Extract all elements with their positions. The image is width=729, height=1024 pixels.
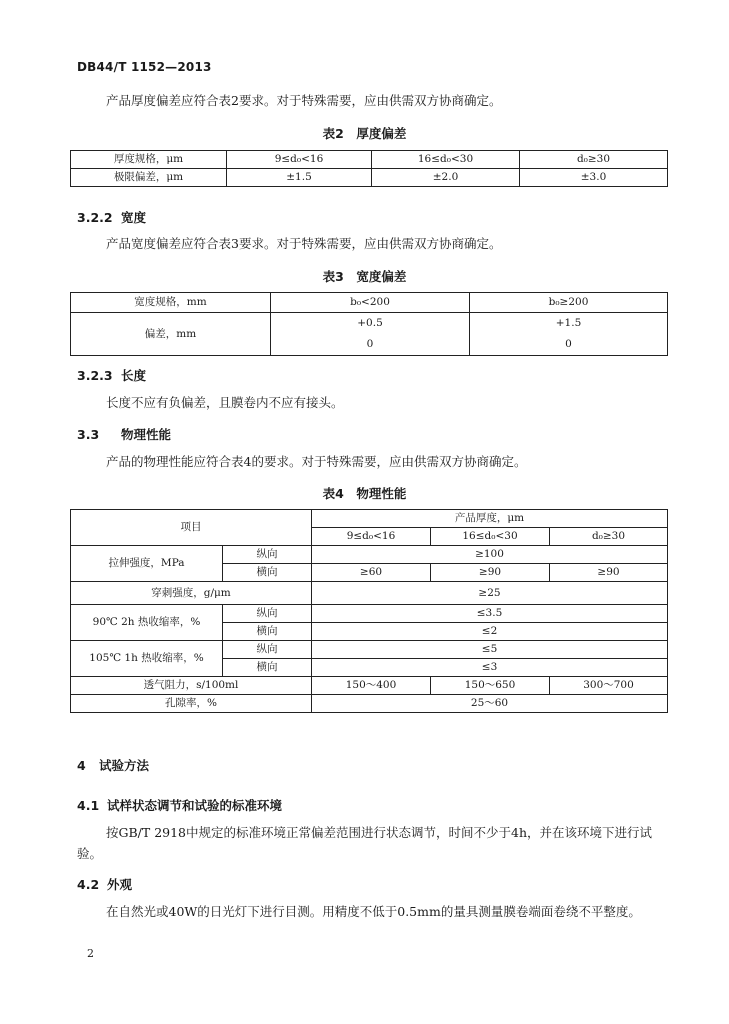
table-cell: 300～700 — [550, 677, 668, 695]
table-cell: 宽度规格，mm — [71, 293, 271, 313]
width-deviation-table — [70, 292, 668, 356]
table-cell: ≥90 — [431, 564, 550, 582]
heading-3-3 — [77, 425, 171, 443]
table-row — [71, 582, 668, 605]
table-cell — [271, 313, 470, 356]
table-cell: b₀<200 — [271, 293, 470, 313]
table-row — [71, 313, 668, 356]
table-cell: 9≤d₀<16 — [227, 151, 372, 169]
physical-intro-text: 产品的物理性能应符合表4的要求。对于特殊需要，应由供需双方协商确定。 — [106, 454, 527, 469]
table-row — [71, 151, 668, 169]
table-cell: ±1.5 — [227, 169, 372, 187]
table-cell: ≤3 — [312, 659, 668, 677]
table-row — [71, 605, 668, 623]
table3-caption: 表3 宽度偏差 — [322, 269, 407, 284]
lower-deviation: 0 — [565, 338, 572, 350]
table-cell: 纵向 — [223, 605, 312, 623]
heading-3-2-3 — [77, 366, 146, 384]
table-cell: 16≤d₀<30 — [431, 528, 550, 546]
table-cell: 穿刺强度，g/μm — [71, 582, 312, 605]
table-cell: 拉伸强度，MPa — [71, 546, 223, 582]
section-number: 4.1 — [77, 798, 100, 813]
section-number: 3.2.2 — [77, 210, 113, 225]
length-text: 长度不应有负偏差，且膜卷内不应有接头。 — [106, 395, 344, 410]
section-title: 物理性能 — [121, 427, 172, 442]
table-cell: 105℃ 1h 热收缩率，% — [71, 641, 223, 677]
section-title: 试样状态调节和试验的标准环境 — [107, 798, 283, 813]
table-cell: ≤5 — [312, 641, 668, 659]
table-cell — [470, 313, 668, 356]
table-cell: 9≤d₀<16 — [312, 528, 431, 546]
table-cell: 透气阻力，s/100ml — [71, 677, 312, 695]
table-cell: 厚度规格，μm — [71, 151, 227, 169]
thickness-intro-text: 产品厚度偏差应符合表2要求。对于特殊需要，应由供需双方协商确定。 — [106, 93, 502, 108]
table-row — [71, 510, 668, 528]
section-title: 外观 — [107, 877, 133, 892]
table-cell: 横向 — [223, 564, 312, 582]
section-title: 试验方法 — [99, 758, 150, 773]
upper-deviation: +0.5 — [357, 317, 383, 329]
table4-caption: 表4 物理性能 — [322, 486, 407, 501]
upper-deviation: +1.5 — [555, 317, 582, 329]
table-cell: d₀≥30 — [550, 528, 668, 546]
page-number: 2 — [87, 947, 94, 960]
section-title: 长度 — [121, 368, 147, 383]
section-number: 3.3 — [77, 427, 100, 442]
table-cell: d₀≥30 — [520, 151, 668, 169]
table-cell: b₀≥200 — [470, 293, 668, 313]
section-number: 3.2.3 — [77, 368, 113, 383]
heading-4 — [77, 756, 149, 774]
table-cell: 产品厚度，μm — [312, 510, 668, 528]
heading-3-2-2 — [77, 208, 146, 226]
table-cell: 纵向 — [223, 641, 312, 659]
table-row — [71, 293, 668, 313]
table-cell: 150～400 — [312, 677, 431, 695]
table-cell: ≤3.5 — [312, 605, 668, 623]
table-cell: 16≤d₀<30 — [372, 151, 520, 169]
table-row — [71, 695, 668, 713]
heading-4-2 — [77, 875, 132, 893]
table-row — [71, 641, 668, 659]
table-cell: ≤2 — [312, 623, 668, 641]
table-cell: 25～60 — [312, 695, 668, 713]
section-number: 4 — [77, 758, 86, 773]
width-intro-text: 产品宽度偏差应符合表3要求。对于特殊需要，应由供需双方协商确定。 — [106, 236, 502, 251]
section-number: 4.2 — [77, 877, 100, 892]
table-cell: ≥25 — [312, 582, 668, 605]
conditioning-text-line2: 验。 — [77, 846, 103, 861]
thickness-deviation-table — [70, 150, 668, 187]
heading-4-1 — [77, 796, 282, 814]
table-cell: 孔隙率，% — [71, 695, 312, 713]
table-row — [71, 546, 668, 564]
standard-code: DB44/T 1152—2013 — [77, 60, 212, 74]
table-cell: 偏差，mm — [71, 313, 271, 356]
table-cell: ±2.0 — [372, 169, 520, 187]
table-cell: ≥60 — [312, 564, 431, 582]
table-cell: 纵向 — [223, 546, 312, 564]
table-cell: 项目 — [71, 510, 312, 546]
table-cell: 90℃ 2h 热收缩率，% — [71, 605, 223, 641]
table-cell: 横向 — [223, 623, 312, 641]
table-cell: 横向 — [223, 659, 312, 677]
table-row — [71, 677, 668, 695]
table2-caption: 表2 厚度偏差 — [322, 126, 407, 141]
appearance-text: 在自然光或40W的日光灯下进行目测。用精度不低于0.5mm的量具测量膜卷端面卷绕不平整度。 — [106, 904, 641, 919]
section-title: 宽度 — [121, 210, 147, 225]
table-cell: 150～650 — [431, 677, 550, 695]
physical-properties-table — [70, 509, 668, 713]
table-cell: ±3.0 — [520, 169, 668, 187]
table-cell: ≥90 — [550, 564, 668, 582]
conditioning-text-line1: 按GB/T 2918中规定的标准环境正常偏差范围进行状态调节，时间不少于4h，并在该环境下进行试 — [106, 825, 653, 840]
table-row — [71, 169, 668, 187]
table-cell: ≥100 — [312, 546, 668, 564]
table-cell: 极限偏差，μm — [71, 169, 227, 187]
lower-deviation: 0 — [366, 338, 374, 350]
